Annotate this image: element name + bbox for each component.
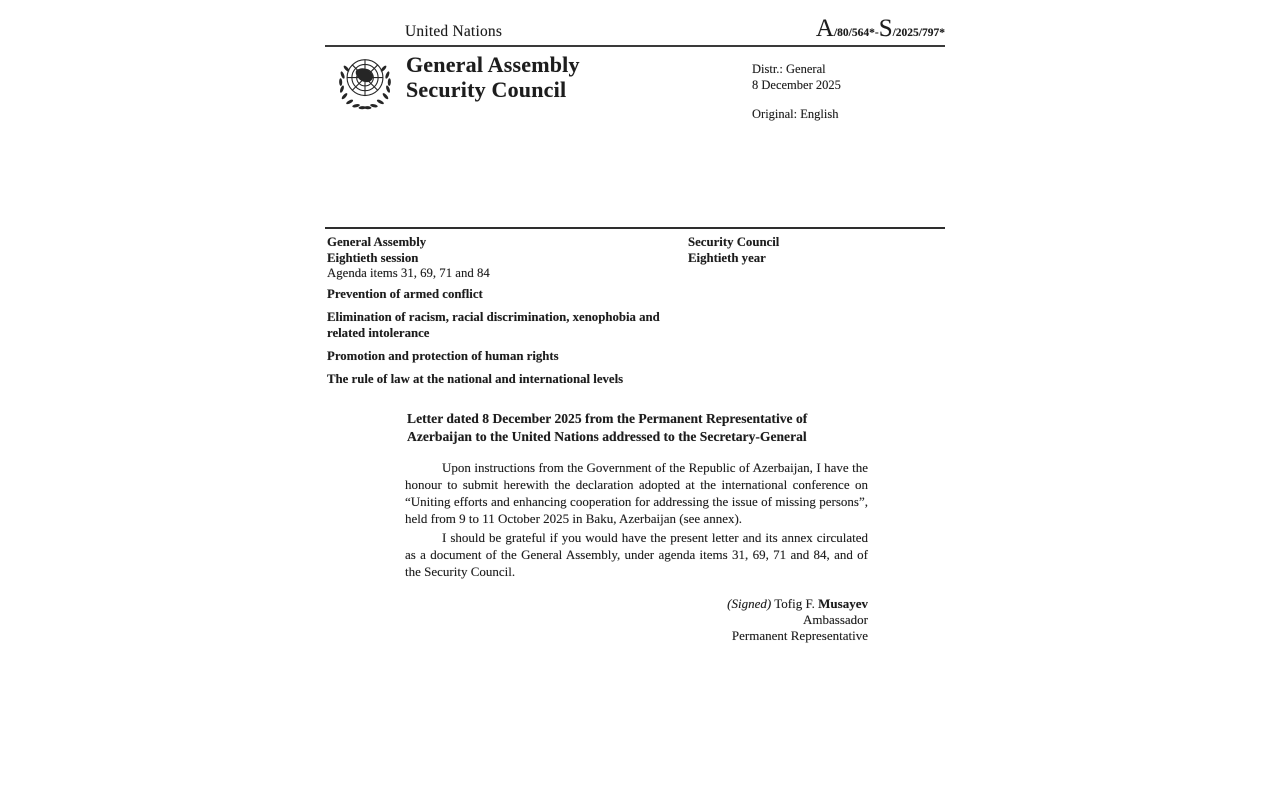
document-symbol-assembly-letter: A: [815, 15, 834, 42]
letter-title: Letter dated 8 December 2025 from the Permanent Representative of Azerbaijan to the United Nations addressed to the Secretary-General: [407, 411, 808, 444]
agenda-subject: Prevention of armed conflict: [327, 287, 483, 301]
document-page: [325, 0, 945, 800]
document-symbol-council-letter: S: [878, 15, 893, 42]
document-symbol-assembly-number: /80/564*: [833, 27, 875, 39]
session-organ: General Assembly: [327, 235, 427, 249]
signature-name-line: [405, 596, 868, 612]
document-symbol: [816, 15, 945, 43]
agenda-subject-list: [327, 287, 682, 395]
agenda-subject: The rule of law at the national and international levels: [327, 371, 624, 386]
masthead-title: [406, 52, 580, 102]
session-info-council: [688, 235, 779, 266]
org-name: United Nations: [405, 23, 503, 40]
agenda-subject: Elimination of racism, racial discrimination, xenophobia and related intolerance: [327, 310, 660, 340]
signer-surname: Musayev: [818, 596, 868, 611]
session-number: Eightieth session: [327, 250, 419, 265]
session-organ: Security Council: [688, 235, 780, 249]
original-language: Original: English: [752, 107, 839, 121]
document-symbol-separator: -: [874, 27, 879, 39]
document-symbol-council-number: /2025/797*: [892, 27, 945, 39]
distribution-block: [752, 62, 841, 93]
agenda-items: Agenda items 31, 69, 71 and 84: [327, 266, 490, 280]
masthead-rule: [325, 45, 945, 47]
agenda-subject: Promotion and protection of human rights: [327, 348, 559, 363]
distribution-date: 8 December 2025: [752, 77, 841, 92]
signer-rank: Ambassador: [803, 612, 868, 627]
session-rule: [325, 227, 945, 229]
masthead-title-council: Security Council: [406, 77, 567, 102]
letter-paragraph-2: I should be grateful if you would have the present letter and its annex circulated as a document of the General Assembly, under agenda items 31, 69, 71 and 84, and of the Security Council.: [405, 530, 868, 579]
session-number: Eightieth year: [688, 250, 766, 265]
distribution-type: Distr.: General: [752, 62, 826, 76]
signature-block: [405, 596, 868, 644]
masthead-title-assembly: General Assembly: [406, 52, 580, 77]
un-emblem-icon: [332, 52, 398, 116]
letter-paragraph-1: Upon instructions from the Government of the Republic of Azerbaijan, I have the honour to submit herewith the declaration adopted at the international conference on “Uniting efforts and enhancing cooperation for addressing the issue of missing persons”, held from 9 to 11 October 2025 in Baku, Azerbaijan (see annex).: [405, 460, 868, 526]
session-info-assembly: [327, 235, 490, 282]
signer-title: Permanent Representative: [731, 628, 868, 643]
signed-label: (Signed): [727, 596, 772, 611]
signer-given-names: Tofig F.: [771, 596, 819, 611]
